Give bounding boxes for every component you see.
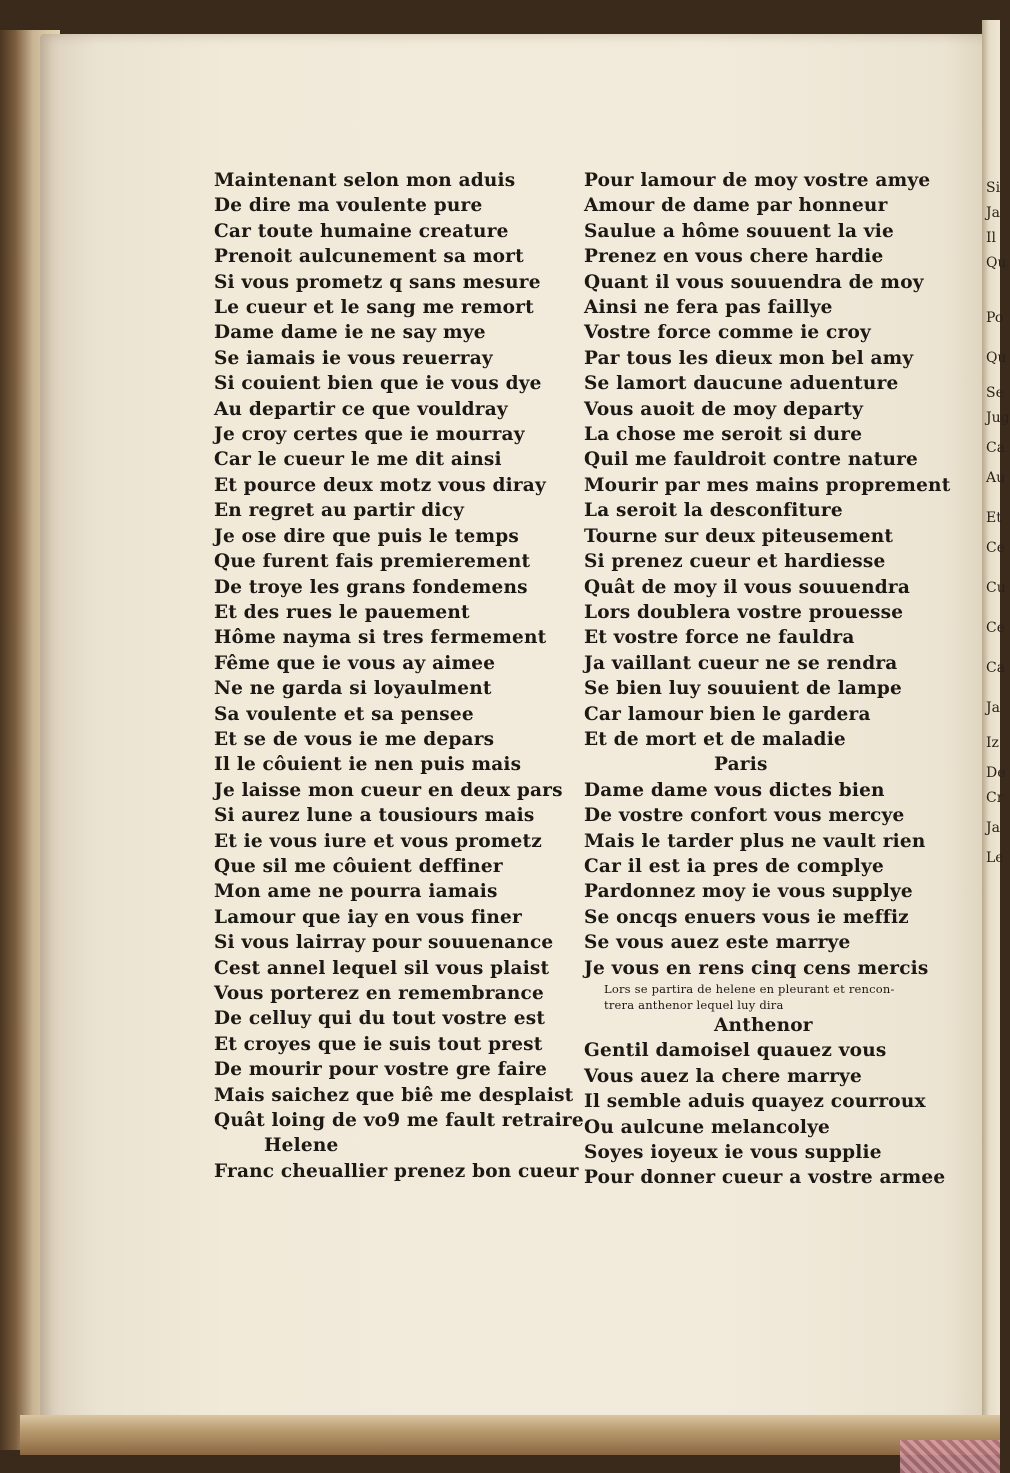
verse-line: Prenez en vous chere hardie	[584, 246, 884, 268]
verse-line: Ja vaillant cueur ne se rendra	[584, 652, 898, 674]
verse-line: Se bien luy souuient de lampe	[584, 678, 902, 700]
verse-line: Se iamais ie vous reuerray	[214, 347, 493, 369]
verse-line: De celluy qui du tout vostre est	[214, 1008, 546, 1030]
verse-line: Prenoit aulcunement sa mort	[214, 246, 524, 268]
verse-line: Pour lamour de moy vostre amye	[584, 170, 931, 191]
stage-direction: Lors se partira de helene en pleurant et rencon-	[604, 982, 895, 996]
verse-line: Quât de moy il vous souuendra	[584, 576, 911, 598]
verse-line: Car le cueur le me dit ainsi	[214, 449, 502, 471]
next-page-fragment: Cr	[986, 790, 1004, 806]
verse-line: La chose me seroit si dure	[584, 424, 863, 446]
verse-line: Dame dame vous dictes bien	[584, 779, 885, 801]
verse-line: Et ie vous iure et vous prometz	[214, 830, 542, 852]
book-bottom-edge	[20, 1415, 1000, 1455]
next-page-fragment: Cu	[986, 580, 1006, 596]
verse-line: Ou aulcune melancolye	[584, 1116, 831, 1138]
verse-line: Pour donner cueur a vostre armee	[584, 1167, 946, 1189]
stage-direction: trera anthenor lequel luy dira	[604, 998, 784, 1012]
verse-line: Que sil me côuient deffiner	[214, 855, 503, 877]
verse-line: Et pource deux motz vous diray	[214, 474, 546, 496]
verse-line: Lors doublera vostre prouesse	[584, 601, 904, 623]
verse-line: Si couient bien que ie vous dye	[214, 373, 542, 395]
verse-line: Le cueur et le sang me remort	[214, 297, 534, 319]
next-page-fragment: Au	[986, 470, 1006, 486]
next-page-fragment: Iz	[986, 735, 999, 751]
verse-line: Soyes ioyeux ie vous supplie	[584, 1142, 882, 1164]
verse-line: De troye les grans fondemens	[214, 576, 528, 598]
verse-line: Car toute humaine creature	[214, 220, 509, 242]
next-page-fragment: Ca	[986, 440, 1006, 456]
verse-line: Si prenez cueur et hardiesse	[584, 551, 886, 573]
verse-line: Ainsi ne fera pas faillye	[584, 297, 833, 319]
right-text-column	[584, 168, 951, 1191]
verse-line: Il semble aduis quayez courroux	[584, 1091, 926, 1113]
next-page-fragment: Ja	[986, 205, 1000, 221]
verse-line: Quant il vous souuendra de moy	[584, 271, 924, 293]
verse-line: Vous auez la chere marrye	[584, 1065, 862, 1087]
next-page-fragment: Ja	[986, 700, 1000, 716]
verse-line: Pardonnez moy ie vous supplye	[584, 881, 913, 903]
verse-line: Et vostre force ne fauldra	[584, 627, 855, 649]
verse-line: Il le côuient ie nen puis mais	[214, 754, 522, 776]
next-page-fragment: Ce	[986, 620, 1005, 636]
speaker-heading: Anthenor	[714, 1015, 813, 1036]
verse-line: Saulue a hôme souuent la vie	[584, 220, 894, 242]
verse-line: Se oncqs enuers vous ie meffiz	[584, 906, 909, 928]
verse-line: La seroit la desconfiture	[584, 500, 843, 522]
next-page-edge	[982, 20, 1010, 1430]
verse-line: Et des rues le pauement	[214, 601, 470, 623]
verse-line: Ne ne garda si loyaulment	[214, 678, 492, 700]
verse-line: Lamour que iay en vous finer	[214, 906, 522, 928]
next-page-fragment: Po	[986, 310, 1004, 326]
verse-line: En regret au partir dicy	[214, 500, 465, 522]
verse-line: Au departir ce que vouldray	[214, 398, 508, 420]
verse-line: Et de mort et de maladie	[584, 728, 846, 750]
verse-line: De dire ma voulente pure	[214, 195, 483, 217]
next-page-fragment: Si	[986, 180, 1001, 196]
next-page-fragment: Qu	[986, 255, 1007, 271]
next-page-fragment: Qu	[986, 350, 1007, 366]
next-page-fragment: Il	[986, 230, 997, 246]
verse-line: Si vous prometz q sans mesure	[214, 271, 541, 293]
verse-line: Vostre force comme ie croy	[584, 322, 871, 344]
verse-line: Mon ame ne pourra iamais	[214, 881, 498, 903]
verse-line: Je croy certes que ie mourray	[214, 424, 525, 446]
verse-line: Mais saichez que biê me desplaist	[214, 1084, 574, 1106]
verse-line: Hôme nayma si tres fermement	[214, 627, 547, 649]
next-page-fragment: Le	[986, 850, 1004, 866]
verse-line: Mourir par mes mains proprement	[584, 474, 951, 496]
verse-line: Et croyes que ie suis tout prest	[214, 1033, 543, 1055]
verse-line: Je vous en rens cinq cens mercis	[584, 957, 929, 979]
verse-line: Vous porterez en remembrance	[214, 983, 544, 1004]
verse-line: Tourne sur deux piteusement	[584, 525, 894, 547]
next-page-fragment: Ja	[986, 820, 1000, 836]
left-text-column	[214, 168, 584, 1184]
next-page-fragment: Se	[986, 385, 1004, 401]
verse-line: Franc cheuallier prenez bon cueur	[214, 1160, 579, 1182]
verse-line: Dame dame ie ne say mye	[214, 322, 486, 344]
next-page-fragment: Ce	[986, 540, 1005, 556]
verse-line: Par tous les dieux mon bel amy	[584, 347, 914, 369]
verse-line: Se vous auez este marrye	[584, 932, 851, 954]
verse-line: Que furent fais premierement	[214, 551, 531, 573]
verse-line: Mais le tarder plus ne vault rien	[584, 830, 926, 852]
bookmark-ribbon	[900, 1440, 1000, 1473]
verse-line: Vous auoit de moy departy	[584, 398, 864, 420]
verse-line: Et se de vous ie me depars	[214, 728, 495, 750]
verse-line: Cest annel lequel sil vous plaist	[214, 957, 550, 979]
verse-line: Quât loing de vo9 me fault retraire	[214, 1110, 584, 1132]
next-page-fragment: Et	[986, 510, 1002, 526]
next-page-fragment: Ca	[986, 660, 1006, 676]
verse-line: Fême que ie vous ay aimee	[214, 652, 496, 674]
verse-line: Je laisse mon cueur en deux pars	[214, 779, 563, 801]
verse-line: De vostre confort vous mercye	[584, 805, 905, 827]
speaker-heading: Paris	[714, 754, 768, 776]
verse-line: Je ose dire que puis le temps	[214, 525, 519, 547]
verse-line: Car il est ia pres de complye	[584, 855, 884, 877]
verse-line: Si vous lairray pour souuenance	[214, 932, 554, 954]
verse-line: Amour de dame par honneur	[584, 195, 888, 217]
verse-line: Maintenant selon mon aduis	[214, 170, 516, 191]
verse-line: Se lamort daucune aduenture	[584, 373, 899, 395]
verse-line: Gentil damoisel quauez vous	[584, 1040, 887, 1062]
verse-line: Quil me fauldroit contre nature	[584, 449, 919, 471]
speaker-heading: Helene	[264, 1135, 339, 1157]
next-page-fragment: Jug	[986, 410, 1010, 426]
verse-line: Car lamour bien le gardera	[584, 703, 871, 725]
verse-line: Sa voulente et sa pensee	[214, 703, 474, 725]
next-page-fragment: De	[986, 765, 1006, 781]
verse-line: De mourir pour vostre gre faire	[214, 1059, 548, 1081]
verse-line: Si aurez lune a tousiours mais	[214, 805, 535, 827]
